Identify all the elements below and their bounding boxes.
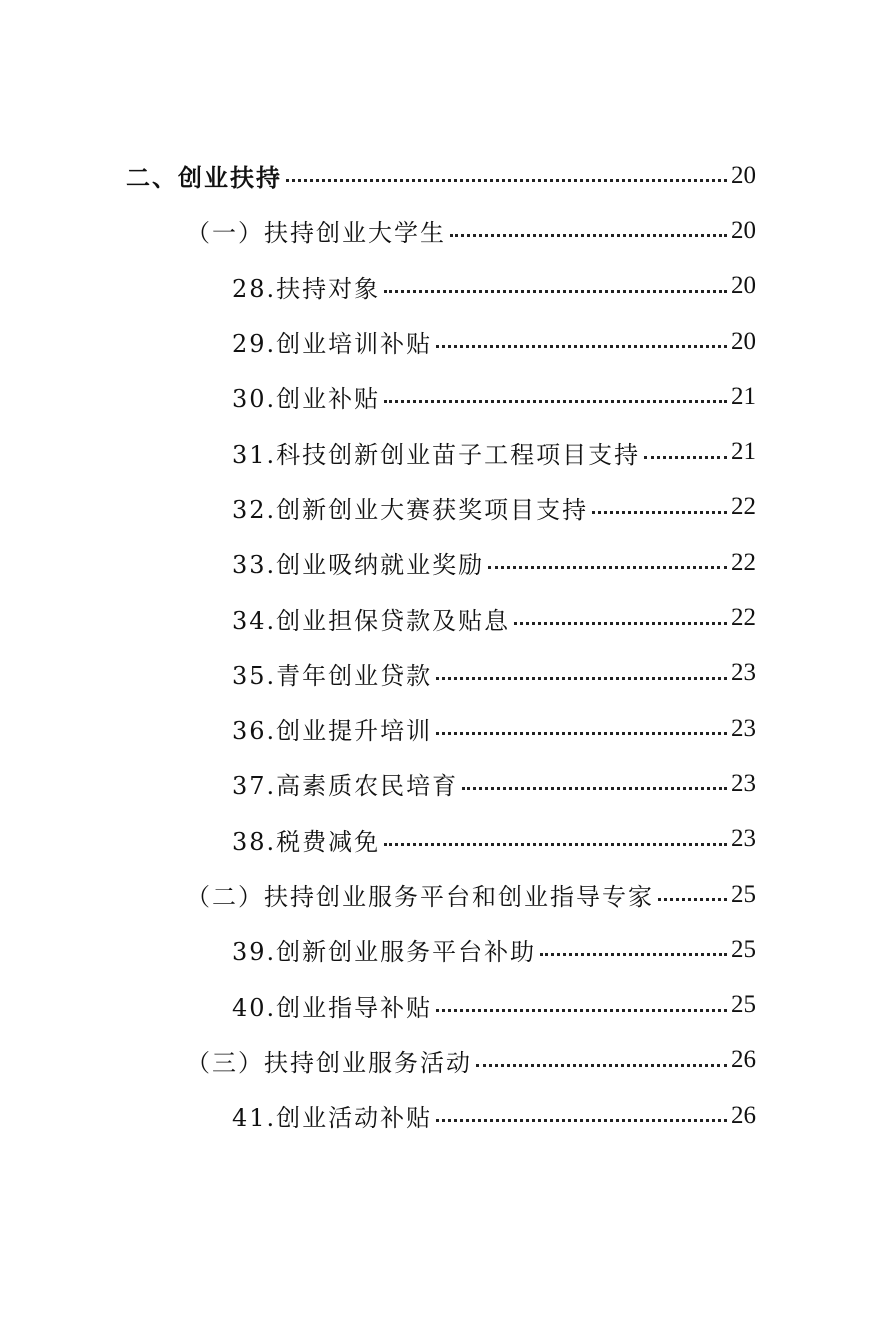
toc-entry-label: （三）扶持创业服务活动	[186, 1048, 472, 1077]
toc-entry-label: 34.创业担保贷款及贴息	[232, 606, 511, 635]
toc-dot-leader	[436, 1009, 727, 1012]
toc-page-number: 22	[731, 548, 756, 576]
toc-entry[interactable]	[0, 480, 882, 535]
toc-dot-leader	[384, 843, 727, 846]
toc-entry[interactable]	[0, 812, 882, 867]
toc-dot-leader	[658, 898, 727, 901]
toc-entry-label: 37.高素质农民培育	[232, 772, 459, 801]
toc-entry[interactable]	[0, 977, 882, 1032]
toc-page-number: 20	[731, 161, 756, 189]
toc-dot-leader	[644, 456, 727, 459]
toc-dot-leader	[450, 234, 727, 237]
toc-page-number: 23	[731, 769, 756, 797]
toc-entry-label: 41.创业活动补贴	[232, 1104, 433, 1133]
toc-page-number: 22	[731, 604, 756, 632]
toc-entry[interactable]	[0, 314, 882, 369]
toc-dot-leader	[476, 1064, 727, 1067]
toc-page-number: 20	[731, 327, 756, 355]
toc-page-number: 20	[731, 272, 756, 300]
toc-entry[interactable]	[0, 756, 882, 811]
toc-entry[interactable]	[0, 1088, 882, 1143]
toc-dot-leader	[436, 345, 727, 348]
toc-page-number: 23	[731, 825, 756, 853]
toc-entry-label: 30.创业补贴	[232, 385, 381, 414]
toc-dot-leader	[384, 400, 727, 403]
toc-dot-leader	[488, 566, 727, 569]
toc-page-number: 25	[731, 935, 756, 963]
toc-dot-leader	[384, 290, 727, 293]
toc-entry-label: 29.创业培训补贴	[232, 330, 433, 359]
toc-page-number: 26	[731, 1101, 756, 1129]
toc-entry-label: 40.创业指导补贴	[232, 993, 433, 1022]
toc-entry[interactable]	[0, 259, 882, 314]
toc-dot-leader	[540, 953, 727, 956]
toc-page-number: 25	[731, 991, 756, 1019]
toc-dot-leader	[592, 511, 727, 514]
toc-page-number: 26	[731, 1046, 756, 1074]
toc-dot-leader	[514, 622, 727, 625]
toc-entry-label: 28.扶持对象	[232, 274, 381, 303]
toc-page-number: 21	[731, 438, 756, 466]
toc-entry[interactable]	[0, 646, 882, 701]
toc-page-number: 20	[731, 216, 756, 244]
toc-entry[interactable]	[0, 701, 882, 756]
table-of-contents	[0, 148, 882, 1143]
toc-entry-label: 36.创业提升培训	[232, 717, 433, 746]
toc-entry[interactable]	[0, 535, 882, 590]
toc-entry[interactable]	[0, 922, 882, 977]
toc-entry-label: （二）扶持创业服务平台和创业指导专家	[186, 883, 654, 911]
toc-entry[interactable]	[0, 1033, 882, 1088]
toc-entry[interactable]	[0, 424, 882, 479]
toc-dot-leader	[286, 179, 727, 182]
toc-dot-leader	[436, 1119, 727, 1122]
toc-entry-label: 31.科技创新创业苗子工程项目支持	[232, 440, 641, 469]
toc-entry-label: 32.创新创业大赛获奖项目支持	[232, 495, 589, 524]
toc-page-number: 23	[731, 714, 756, 742]
toc-entry[interactable]	[0, 590, 882, 645]
toc-entry-label: 38.税费减免	[232, 827, 381, 856]
toc-page-number: 25	[731, 880, 756, 908]
toc-dot-leader	[462, 787, 727, 790]
toc-page-number: 23	[731, 659, 756, 687]
toc-entry-label: （一）扶持创业大学生	[186, 219, 446, 248]
toc-dot-leader	[436, 732, 727, 735]
toc-entry-label: 39.创新创业服务平台补助	[232, 938, 537, 967]
toc-entry[interactable]	[0, 148, 882, 203]
toc-entry-label: 33.创业吸纳就业奖励	[232, 551, 485, 580]
toc-dot-leader	[436, 677, 727, 680]
toc-entry-label: 二、创业扶持	[126, 164, 282, 193]
toc-page-number: 22	[731, 493, 756, 521]
toc-page-number: 21	[731, 382, 756, 410]
toc-entry[interactable]	[0, 203, 882, 258]
toc-entry[interactable]	[0, 867, 882, 922]
toc-entry[interactable]	[0, 369, 882, 424]
toc-entry-label: 35.青年创业贷款	[232, 661, 433, 690]
